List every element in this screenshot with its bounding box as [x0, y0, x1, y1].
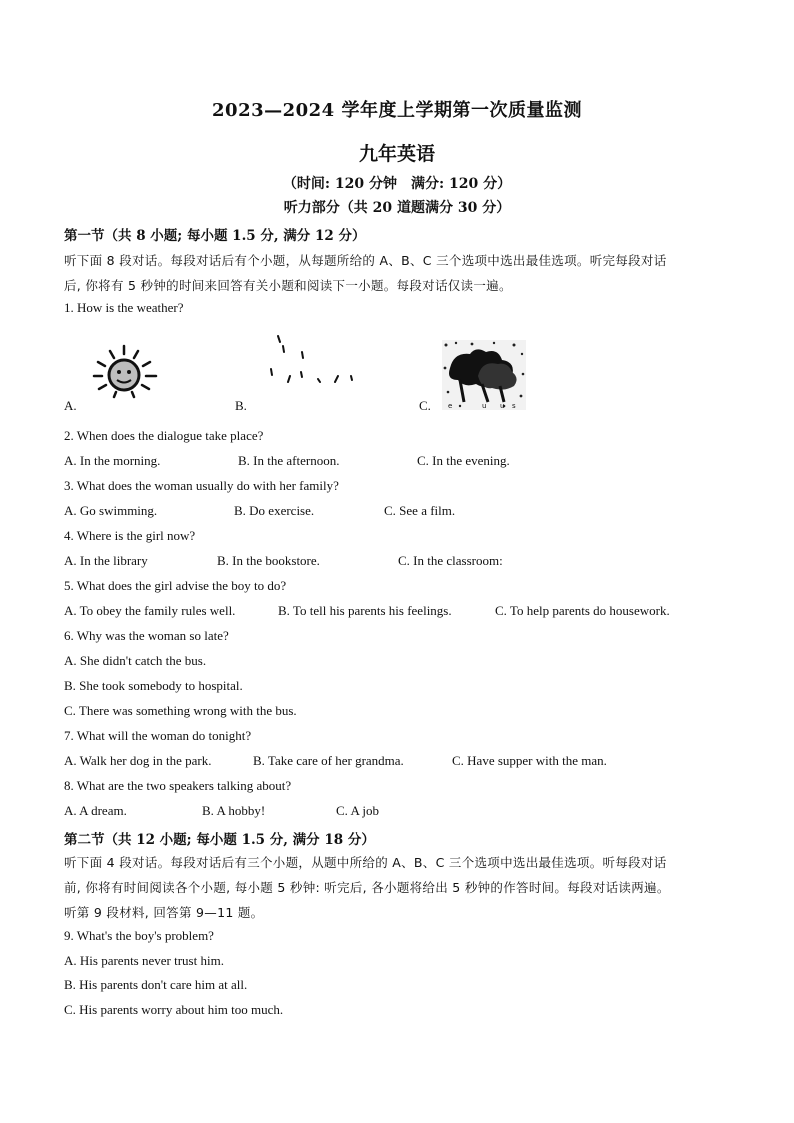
q8-option-a: A. A dream.: [64, 803, 127, 818]
windy-icon: [442, 340, 526, 410]
q8-option-b: B. A hobby!: [202, 803, 266, 818]
q7-option-a: A. Walk her dog in the park.: [64, 753, 212, 768]
q5-option-a: A. To obey the family rules well.: [64, 603, 236, 618]
svg-text:u: u: [500, 402, 505, 410]
sunny-icon: [86, 342, 162, 402]
q5-stem: 5. What does the girl advise the boy to do?: [64, 578, 287, 593]
q6-stem: 6. Why was the woman so late?: [64, 628, 229, 643]
time-score: （时间: 120 分钟 满分: 120 分）: [282, 176, 512, 192]
q6-option-a: A. She didn't catch the bus.: [64, 653, 207, 668]
q1-option-c: C.: [419, 398, 431, 413]
q9-stem: 9. What's the boy's problem?: [64, 928, 214, 943]
q7-option-c: C. Have supper with the man.: [452, 753, 607, 768]
q1-option-b: B.: [235, 398, 247, 413]
q9-option-c: C. His parents worry about him too much.: [64, 1002, 284, 1017]
rainy-icon: [268, 334, 358, 390]
subject-title: 九年英语: [358, 143, 435, 165]
q6-option-c: C. There was something wrong with the bus.: [64, 703, 297, 718]
exam-title: 2023—2024 学年度上学期第一次质量监测: [212, 100, 582, 121]
section2-instruction-1: 听下面 4 段对话。每段对话后有三个小题，从题中所给的 A、B、C 三个选项中选出最佳选项。听每段对话: [64, 855, 667, 870]
q2-option-a: A. In the morning.: [64, 453, 161, 468]
q3-option-a: A. Go swimming.: [64, 503, 158, 518]
q4-option-c: C. In the classroom:: [398, 553, 503, 568]
section1-instruction-2: 后, 你将有 5 秒钟的时间来回答有关小题和阅读下一小题。每段对话仅读一遍。: [64, 278, 512, 293]
listening-part-heading: 听力部分（共 20 道题满分 30 分）: [283, 200, 511, 216]
q2-option-b: B. In the afternoon.: [238, 453, 340, 468]
q5-option-c: C. To help parents do housework.: [495, 603, 670, 618]
q3-option-c: C. See a film.: [384, 503, 456, 518]
section2-instruction-2: 前, 你将有时间阅读各个小题, 每小题 5 秒钟: 听完后, 各小题将给出 5 秒钟的作答时间。每段对话读两遍。: [64, 880, 670, 895]
q4-option-a: A. In the library: [64, 553, 148, 568]
q6-option-b: B. She took somebody to hospital.: [64, 678, 243, 693]
q8-option-c: C. A job: [336, 803, 379, 818]
q4-stem: 4. Where is the girl now?: [64, 528, 196, 543]
section2-instruction-3: 听第 9 段材料, 回答第 9—11 题。: [64, 905, 264, 920]
q1-stem: 1. How is the weather?: [64, 300, 184, 315]
svg-text:e: e: [448, 402, 453, 410]
svg-text:u: u: [482, 402, 487, 410]
q9-option-b: B. His parents don't care him at all.: [64, 977, 248, 992]
q2-stem: 2. When does the dialogue take place?: [64, 428, 264, 443]
section1-heading: 第一节（共 8 小题; 每小题 1.5 分, 满分 12 分）: [64, 228, 366, 244]
section1-instruction-1: 听下面 8 段对话。每段对话后有个小题，从每题所给的 A、B、C 三个选项中选出最佳选项。听完每段对话: [64, 253, 667, 268]
q4-option-b: B. In the bookstore.: [217, 553, 320, 568]
q3-stem: 3. What does the woman usually do with her family?: [64, 478, 339, 493]
section2-heading: 第二节（共 12 小题; 每小题 1.5 分, 满分 18 分）: [64, 832, 375, 848]
q8-stem: 8. What are the two speakers talking about?: [64, 778, 292, 793]
q7-stem: 7. What will the woman do tonight?: [64, 728, 252, 743]
q5-option-b: B. To tell his parents his feelings.: [278, 603, 452, 618]
q7-option-b: B. Take care of her grandma.: [253, 753, 404, 768]
q9-option-a: A. His parents never trust him.: [64, 953, 224, 968]
q2-option-c: C. In the evening.: [417, 453, 510, 468]
svg-text:s: s: [512, 402, 516, 410]
q1-option-a: A.: [64, 398, 77, 413]
q3-option-b: B. Do exercise.: [234, 503, 315, 518]
